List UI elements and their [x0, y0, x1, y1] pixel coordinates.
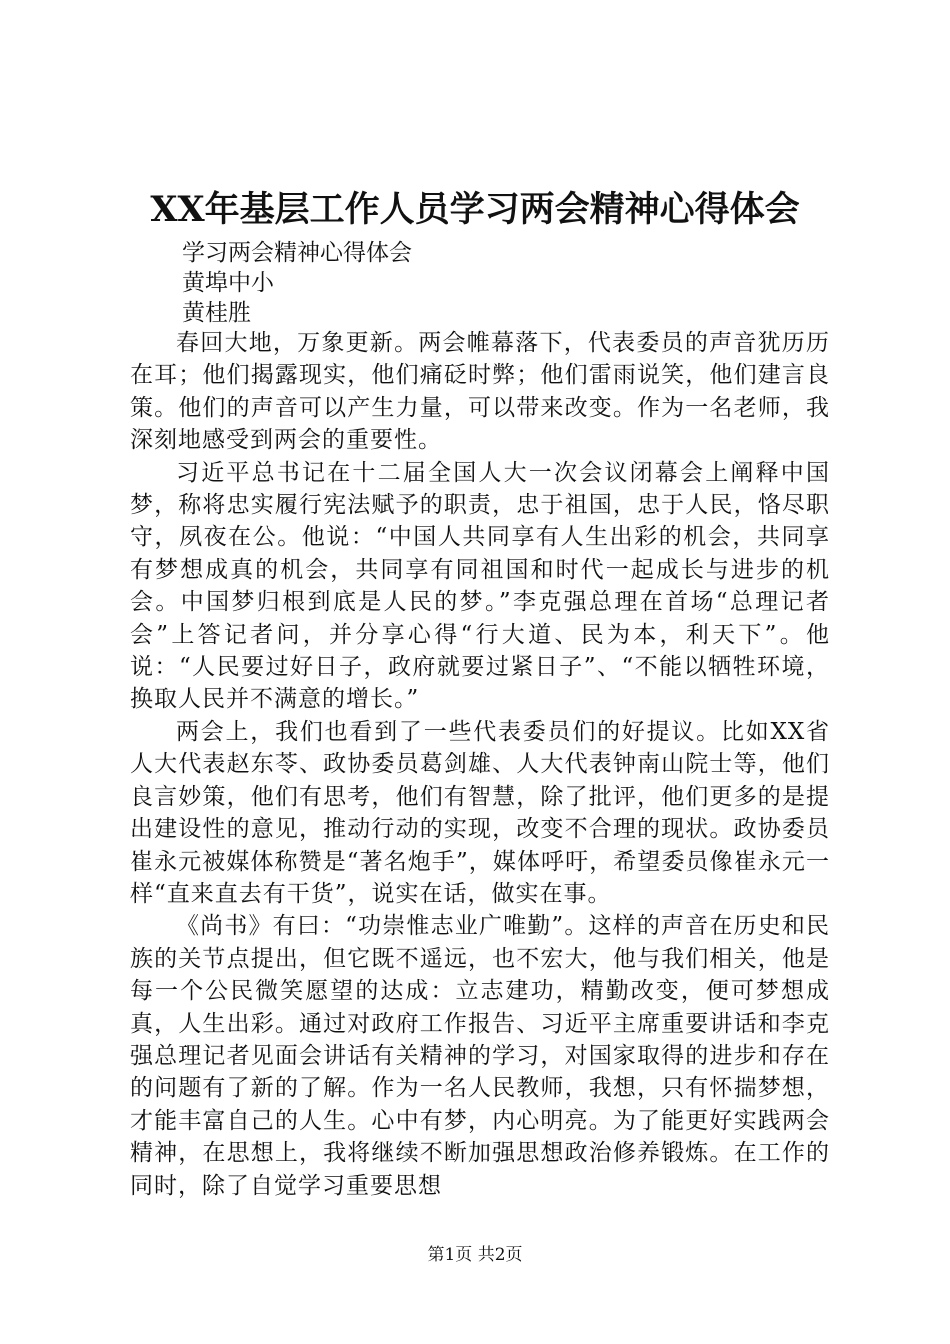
- author-name-line: 黄桂胜: [182, 300, 251, 326]
- school-name-line: 黄埠中小: [182, 270, 274, 296]
- body-paragraph: 习近平总书记在十二届全国人大一次会议闭幕会上阐释中国梦，称将忠实履行宪法赋予的职责，忠于祖国，忠于人民，恪尽职守，夙夜在公。他说：“中国人共同享有人生出彩的机会，共同享有梦想成真的机会，共同享有同祖国和时代一起成长与进步的机会。中国梦归根到底是人民的梦。”李克强总理在首场“总理记者会”上答记者问，并分享心得“行大道、民为本，利天下”。他说：“人民要过好日子，政府就要过紧日子”、“不能以牺牲环境，换取人民并不满意的增长。”: [130, 459, 830, 713]
- body-paragraph: 两会上，我们也看到了一些代表委员们的好提议。比如XX省人大代表赵东苓、政协委员葛剑雄、人大代表钟南山院士等，他们良言妙策，他们有思考，他们有智慧，除了批评，他们更多的是提出建设性的意见，推动行动的实现，改变不合理的现状。政协委员崔永元被媒体称赞是“著名炮手”，媒体呼吁，希望委员像崔永元一样“直来直去有干货”，说实在话，做实在事。: [130, 718, 830, 907]
- page-number-footer: 第1页 共2页: [427, 1245, 523, 1265]
- document-title: XX年基层工作人员学习两会精神心得体会: [150, 189, 800, 230]
- body-paragraph: 春回大地，万象更新。两会帷幕落下，代表委员的声音犹历历在耳；他们揭露现实，他们痛砭时弊；他们雷雨说笑，他们建言良策。他们的声音可以产生力量，可以带来改变。作为一名老师，我深刻地感受到两会的重要性。: [130, 330, 830, 454]
- subtitle-line: 学习两会精神心得体会: [182, 240, 412, 266]
- body-paragraph: 《尚书》有曰：“功崇惟志业广唯勤”。这样的声音在历史和民族的关节点提出，但它既不遥远，也不宏大，他与我们相关，他是每一个公民微笑愿望的达成：立志建功，精勤改变，便可梦想成真，人生出彩。通过对政府工作报告、习近平主席重要讲话和李克强总理记者见面会讲话有关精神的学习，对国家取得的进步和存在的问题有了新的了解。作为一名人民教师，我想，只有怀揣梦想，才能丰富自己的人生。心中有梦，内心明亮。为了能更好实践两会精神，在思想上，我将继续不断加强思想政治修养锻炼。在工作的同时，除了自觉学习重要思想: [130, 913, 830, 1199]
- document-body: [130, 327, 830, 1202]
